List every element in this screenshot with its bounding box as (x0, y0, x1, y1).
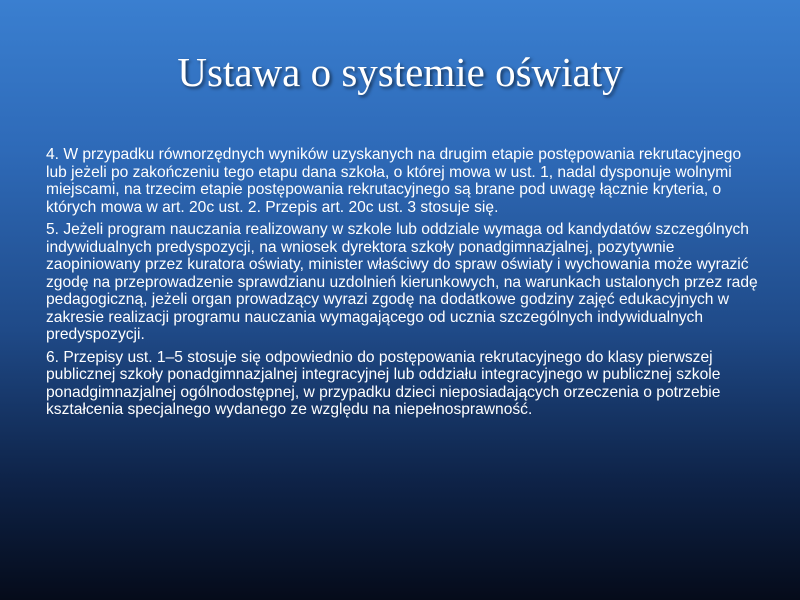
slide-title: Ustawa o systemie oświaty (177, 49, 623, 95)
paragraph-6: 6. Przepisy ust. 1–5 stosuje się odpowiednio do postępowania rekrutacyjnego do klasy pierwszej publicznej szkoły ponadgimnazjalnej integracyjnej lub oddziału integracyjnego w publicznej szkole ponadgimnazjalnej ogólnodostępnej, w przypadku dzieci nieposiadających orzeczenia o potrzebie kształcenia specjalnego wydanego ze względu na niepełnosprawność. (46, 348, 721, 418)
paragraph-4: 4. W przypadku równorzędnych wyników uzyskanych na drugim etapie postępowania rekrutacyjnego lub jeżeli po zakończeniu tego etapu dana szkoła, o której mowa w ust. 1, nadal dysponuje wolnymi miejscami, na trzecim etapie postępowania rekrutacyjnego są brane pod uwagę łącznie kryteria, o których mowa w art. 20c ust. 2. Przepis art. 20c ust. 3 stosuje się. (46, 146, 742, 216)
paragraph-5: 5. Jeżeli program nauczania realizowany w szkole lub oddziale wymaga od kandydatów szczególnych indywidualnych predyspozycji, na wniosek dyrektora szkoły ponadgimnazjalnej, pozytywnie zaopiniowany przez kuratora oświaty, minister właściwy do spraw oświaty i wychowania może wyrazić zgodę na przeprowadzenie sprawdzianu uzdolnień kierunkowych, na warunkach ustalonych przez radę pedagogiczną, jeżeli organ prowadzący wyrazi zgodę na dodatkowe godziny zajęć edukacyjnych w zakresie realizacji programu nauczania wymagającego od ucznia szczególnych indywidualnych predyspozycji. (46, 221, 758, 343)
slide-body (46, 146, 758, 424)
